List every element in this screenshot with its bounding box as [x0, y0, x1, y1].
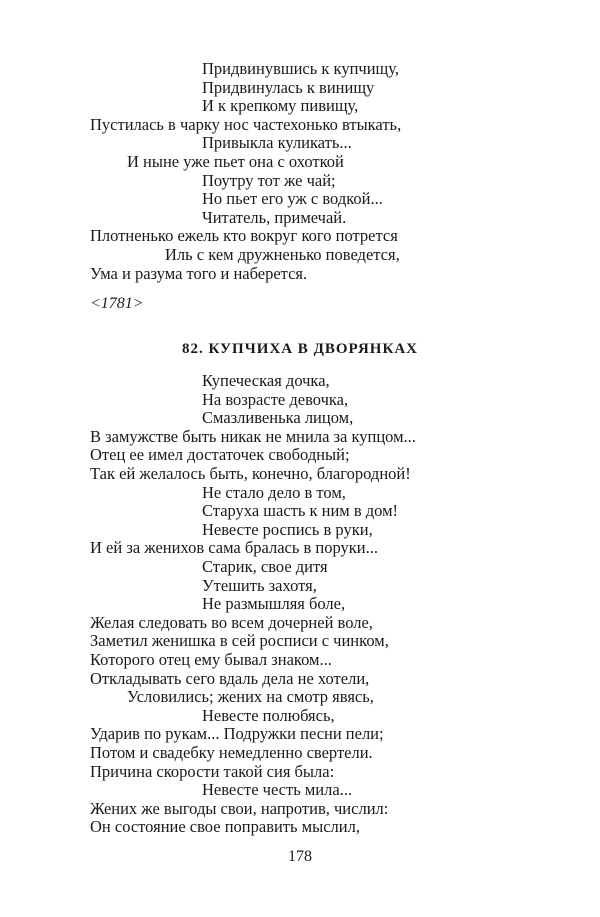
poem2-line-8: Старуха шасть к ним в дом! [202, 501, 399, 521]
poem2-line-4: В замужстве быть никак не мнила за купцом... [90, 426, 416, 446]
poem2-line-25: Он состояние свое поправить мыслил, [90, 817, 360, 837]
poem1-line-4: Пустилась в чарку нос частехонько втыкать, [90, 114, 402, 134]
poem1-line-10: Плотненько ежель кто вокруг кого потрется [90, 226, 398, 246]
poem2-line-22: Причина скорости такой сия была: [90, 761, 335, 781]
poem2-line-13: Не размышляя боле, [202, 594, 346, 614]
poem2-line-5: Отец ее имел достаточек свободный; [90, 445, 350, 465]
poem2-line-17: Откладывать сего вдаль дела не хотели, [90, 668, 370, 688]
poem2-line-14: Желая следовать во всем дочерней воле, [90, 612, 373, 632]
poem1-line-11: Иль с кем дружненько поведется, [165, 245, 400, 264]
poem2-line-2: На возрасте девочка, [202, 389, 349, 409]
poem1-line-8: Но пьет его уж с водкой... [202, 189, 383, 209]
poem2-title: 82. КУПЧИХА В ДВОРЯНКАХ [181, 341, 419, 357]
page-number: 178 [288, 848, 312, 865]
poem2-line-18: Условились; жених на смотр явясь, [127, 687, 374, 707]
poem1-line-5: Привыкла куликать... [202, 133, 352, 153]
poem2-line-7: Не стало дело в том, [202, 482, 346, 502]
poem2-line-11: Старик, свое дитя [202, 557, 328, 576]
poem2-line-23: Невесте честь мила... [202, 780, 353, 800]
poem2-line-12: Утешить захотя, [202, 575, 317, 595]
poem2-line-10: И ей за женихов сама бралась в поруки... [90, 538, 379, 558]
poem2-line-16: Которого отец ему бывал знаком... [90, 650, 332, 669]
poem2-line-3: Смазливенька лицом, [202, 408, 354, 428]
poem1-line-9: Читатель, примечай. [202, 207, 347, 227]
poem1-line-3: И к крепкому пивищу, [202, 96, 359, 116]
poem1-date: <1781> [90, 295, 144, 313]
poem2-line-20: Ударив по рукам... Подружки песни пели; [90, 724, 384, 744]
poem2-line-1: Купеческая дочка, [202, 371, 330, 390]
poem2-line-9: Невесте роспись в руки, [202, 519, 373, 539]
poem2-line-19: Невесте полюбясь, [202, 705, 335, 725]
poem2-line-15: Заметил женишка в сей росписи с чинком, [90, 631, 389, 651]
poem2-line-21: Потом и свадебку немедленно свертели. [90, 743, 373, 762]
poem1-line-2: Придвинулась к винищу [202, 77, 375, 97]
poem1-line-7: Поутру тот же чай; [202, 170, 336, 190]
poem1-line-12: Ума и разума того и наберется. [90, 263, 308, 283]
poem2-line-6: Так ей желалось быть, конечно, благородной! [90, 464, 411, 483]
poem1-line-1: Придвинувшись к купчищу, [202, 59, 399, 78]
poem2-line-24: Жених же выгоды свои, напротив, числил: [90, 798, 389, 818]
poem1-line-6: И ныне уже пьет она с охоткой [127, 152, 344, 171]
